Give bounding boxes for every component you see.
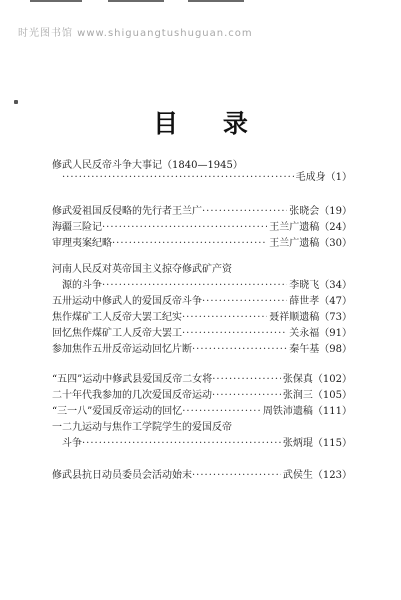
entry-page: （102） <box>312 374 352 385</box>
entry-page: （24） <box>319 222 352 233</box>
entry-page: （1） <box>325 172 352 183</box>
entry-author: 秦午基 <box>289 344 320 355</box>
entry-title: 修武爱祖国反侵略的先行者王兰广 <box>52 206 202 217</box>
top-rule-left <box>30 0 82 2</box>
entry-page: （115） <box>312 438 352 449</box>
entry-author: 张晓会 <box>289 206 320 217</box>
entry-author: 张保真 <box>282 374 313 385</box>
entry-page: （30） <box>319 238 352 249</box>
entry-author: 张炳琨 <box>282 438 313 449</box>
entry-title: 五卅运动中修武人的爱国反帝斗争 <box>52 296 202 307</box>
watermark: 时光图书馆 www.shiguangtushuguan.com <box>18 28 253 39</box>
entry-page: （19） <box>319 206 352 217</box>
leader-dots <box>182 328 287 340</box>
entry-title: 河南人民反对英帝国主义掠夺修武矿产资 <box>52 264 232 275</box>
toc-entry-8 <box>52 328 352 340</box>
entry-title-continued: 斗争 <box>62 438 82 449</box>
entry-title: 审理夷案纪略 <box>52 238 112 249</box>
entry-author: 聂祥顺遗稿 <box>269 312 320 323</box>
top-rule-middle <box>108 0 164 2</box>
leader-dots <box>192 470 281 482</box>
leader-dots <box>102 280 287 292</box>
entry-author: 李晓飞 <box>289 280 320 291</box>
toc-entry-1 <box>52 160 352 184</box>
entry-title: “五四”运动中修武县爱国反帝二女将 <box>52 374 213 385</box>
entry-page: （105） <box>312 390 352 401</box>
entry-page: （47） <box>319 296 352 307</box>
entry-author: 王兰广遗稿 <box>269 238 320 249</box>
entry-page: （73） <box>319 312 352 323</box>
toc-entry-5 <box>52 264 352 292</box>
entry-author: 薛世孝 <box>289 296 320 307</box>
leader-dots <box>212 390 281 402</box>
toc-entry-6 <box>52 296 352 308</box>
leader-dots <box>202 296 287 308</box>
entry-title: 二十年代我参加的几次爱国反帝运动 <box>52 390 212 401</box>
entry-author: 武侯生 <box>282 470 313 481</box>
toc-entry-13 <box>52 422 352 450</box>
leader-dots <box>182 312 267 324</box>
toc-entry-2 <box>52 206 352 218</box>
entry-author: 张润三 <box>282 390 313 401</box>
toc-entry-10 <box>52 374 352 386</box>
entry-title: 参加焦作五卅反帝运动回忆片断 <box>52 344 192 355</box>
entry-page: （123） <box>312 470 352 481</box>
toc-entry-14 <box>52 470 352 482</box>
entry-page: （91） <box>319 328 352 339</box>
entry-title: 海疆三险记 <box>52 222 102 233</box>
entry-author: 王兰广遗稿 <box>269 222 320 233</box>
top-rule-right <box>188 0 244 2</box>
entry-page: （98） <box>319 344 352 355</box>
leader-dots <box>182 406 261 418</box>
toc-entry-11 <box>52 390 352 402</box>
toc-entry-12 <box>52 406 352 418</box>
leader-dots <box>212 374 281 386</box>
leader-dots <box>82 438 281 450</box>
entry-page: （34） <box>319 280 352 291</box>
entry-page: （111） <box>312 406 352 417</box>
entry-author: 关永福 <box>289 328 320 339</box>
entry-author: 毛成身 <box>295 172 326 183</box>
leader-dots <box>202 206 287 218</box>
entry-author: 周铁沛遗稿 <box>262 406 313 417</box>
toc-entry-3 <box>52 222 352 234</box>
entry-title: “三一八”爱国反帝运动的回忆 <box>52 406 183 417</box>
toc-entry-9 <box>52 344 352 356</box>
toc-entry-7 <box>52 312 352 324</box>
entry-title: 一二九运动与焦作工学院学生的爱国反帝 <box>52 422 232 433</box>
page-title: 目 录 <box>153 109 266 138</box>
leader-dots <box>102 222 267 234</box>
toc-entry-4 <box>52 238 352 250</box>
leader-dots <box>112 238 267 250</box>
leader-dots <box>62 172 294 184</box>
entry-title: 回忆焦作煤矿工人反帝大罢工 <box>52 328 182 339</box>
entry-title: 修武县抗日动员委员会活动始末 <box>52 470 192 481</box>
entry-title: 焦作煤矿工人反帝大罢工纪实 <box>52 312 182 323</box>
entry-title: 修武人民反帝斗争大事记（1840—1945） <box>52 160 243 171</box>
entry-title-continued: 源的斗争 <box>62 280 102 291</box>
leader-dots <box>192 344 287 356</box>
